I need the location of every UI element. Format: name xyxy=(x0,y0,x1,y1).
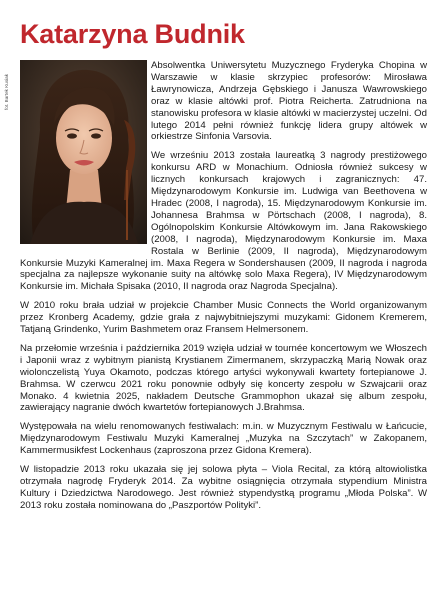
bio-paragraph-4: Na przełomie września i października 2019 wzięła udział w tournée koncertowym we Włoszech i Japonii wraz z wybitnym pianistą Krystianem Zimermanem, skrzypaczką Marią Nowak oraz wiolonczelistą Yuya Okamoto, podczas którego artyści wykonywali kwartety fortepianowe J. Brahmsa. W czerwcu 2021 roku ponownie odbyły się koncerty zespołu w Szwajcarii oraz Monako. 4 kwietnia 2025, nakładem Deutsche Grammophon ukazał się album zespołu, zawierający nagranie dwóch kwartetów fortepianowych J.Brahmsa. xyxy=(20,342,427,414)
photo-float-spacer xyxy=(20,60,151,250)
biography-text xyxy=(20,60,427,519)
bio-paragraph-5: Występowała na wielu renomowanych festiwalach: m.in. w Muzycznym Festiwalu w Łańcucie, Międzynarodowym Festiwalu Muzyki Kameralnej „Muzyka na Szczytach” w Zakopanem, Kammermusikfest Lockenhaus (zaproszona przez Gidona Kremera). xyxy=(20,421,427,457)
photo-credit: fot. Bartek Kusiak xyxy=(4,73,9,110)
bio-paragraph-3: W 2010 roku brała udział w projekcie Chamber Music Connects the World organizowanym przez Kronberg Academy, gdzie grała z najwybitniejszymi muzykami: Gidonem Kremerem, Tatjaną Grindenko, Yurim Bashmetem oraz Fransem Helmersonem. xyxy=(20,300,427,336)
bio-paragraph-1: Absolwentka Uniwersytetu Muzycznego Fryderyka Chopina w Warszawie w klasie skrzypiec profesorów: Mirosława Ławrynowicza, Andrzeja Gębskiego i Janusza Wawrowskiego oraz w klasie altówki prof. Piotra Reicherta. Zatrudniona na stanowisku profesora w klasie altówki w macierzystej uczelni. Od lutego 2014 pełni również funkcję lidera grupy altówek w orkiestrze Sinfonia Varsovia. xyxy=(151,60,427,143)
bio-paragraph-6: W listopadzie 2013 roku ukazała się jej solowa płyta – Viola Recital, za którą altowiolistka otrzymała nagrodę Fryderyk 2014. Za wybitne osiągnięcia otrzymała stypendium Ministra Kultury i Dziedzictwa Narodowego. Jest również stypendystką programu „Młoda Polska”. W 2013 roku została nominowana do „Paszportów Polityki”. xyxy=(20,464,427,511)
page-title: Katarzyna Budnik xyxy=(20,19,245,49)
bio-paragraph-2: We wrześniu 2013 została laureatką 3 nagrody prestiżowego konkursu ARD w Monachium. Odniosła również sukcesy w licznych konkursach krajowych i zagranicznych: 47. Międzynarodowym Konkursie im. Ludwiga van Beethovena w Hradec (2008, I nagroda), 15. Międzynarodowym Konkursie im. Johannesa Brahmsa w Pörtschach (2008, I nagroda), 8. Ogólnopolskim Konkursie Altówkowym im. Jana Rakowskiego (2008, I nagroda), Międzynarodowym Konkursie im. Maxa Rostala w Berlinie (2009, II nagroda), Międzynarodowym Konkursie Muzyki Kameralnej im. Maxa Regera w Sondershausen (2009, II nagroda i nagroda specjalna za najlepsze wykonanie suity na altówkę solo Maxa Regera), IV Międzynarodowym Konkursie im. Michała Spisaka (2010, II nagroda oraz Nagroda Specjalna). xyxy=(20,150,427,293)
